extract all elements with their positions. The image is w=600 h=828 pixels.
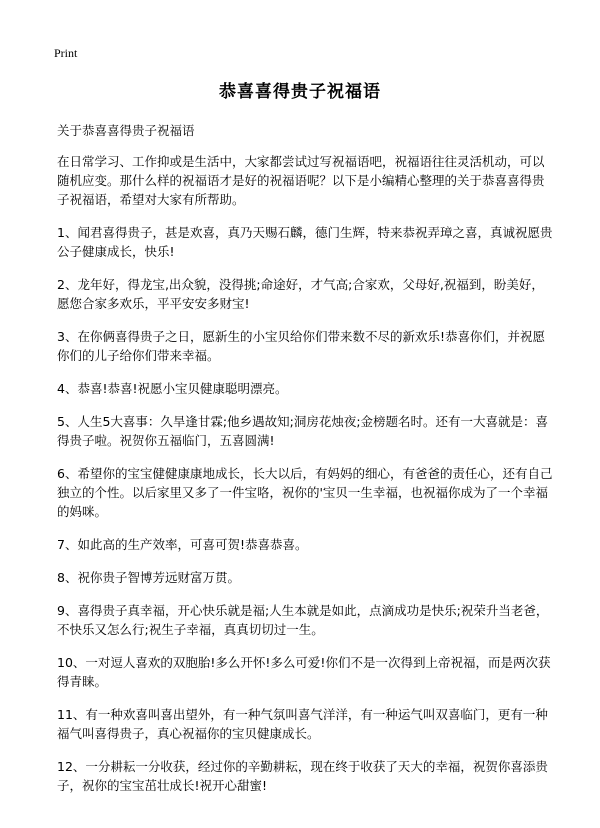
blessing-item-5: 5、人生5大喜事：久旱逢甘霖;他乡遇故知;洞房花烛夜;金榜题名时。还有一大喜就是：喜得贵子啦。祝贺你五福临门，五喜圆满! [57, 414, 549, 448]
article-body [57, 121, 553, 809]
blessing-item-10: 10、一对逗人喜欢的双胞胎!多么开怀!多么可爱!你们不是一次得到上帝祝福，而是两次获得青睐。 [57, 655, 551, 689]
blessing-item-9: 9、喜得贵子真幸福，开心快乐就是福;人生本就是如此，点滴成功是快乐;祝荣升当老爸，不快乐又怎么行;祝生子幸福，真真切切过一生。 [57, 603, 549, 637]
blessing-item-4: 4、恭喜!恭喜!祝愿小宝贝健康聪明漂亮。 [57, 381, 288, 396]
page-title: 恭喜喜得贵子祝福语 [219, 82, 381, 102]
blessing-item-2: 2、龙年好，得龙宝,出众貌，没得挑;命途好，才气高;合家欢，父母好,祝福到，盼美好，愿您合家多欢乐，平平安安多财宝! [57, 277, 544, 311]
print-link[interactable]: Print [54, 46, 78, 60]
blessing-item-12: 12、一分耕耘一分收获，经过你的辛勤耕耘，现在终于收获了天大的幸福，祝贺你喜添贵子，祝你的宝宝茁壮成长!祝开心甜蜜! [57, 759, 548, 793]
blessing-item-7: 7、如此高的生产效率，可喜可贺!恭喜恭喜。 [57, 537, 308, 552]
article-subtitle: 关于恭喜喜得贵子祝福语 [57, 123, 195, 138]
blessing-item-3: 3、在你俩喜得贵子之日，愿新生的小宝贝给你们带来数不尽的新欢乐!恭喜你们，并祝愿你们的儿子给你们带来幸福。 [57, 329, 545, 363]
blessing-item-6: 6、希望你的宝宝健健康康地成长，长大以后，有妈妈的细心，有爸爸的责任心，还有自己独立的个性。以后家里又多了一件宝咯，祝你的'宝贝一生幸福，也祝福你成为了一个幸福的妈咪。 [57, 466, 553, 519]
blessing-item-8: 8、祝你贵子智博芳远财富万贯。 [57, 570, 240, 585]
blessing-item-1: 1、闻君喜得贵子，甚是欢喜，真乃天赐石麟，德门生辉，特来恭祝弄璋之喜，真诚祝愿贵公子健康成长，快乐! [57, 225, 553, 259]
blessing-item-11: 11、有一种欢喜叫喜出望外，有一种气氛叫喜气洋洋，有一种运气叫双喜临门，更有一种福气叫喜得贵子，真心祝福你的宝贝健康成长。 [57, 707, 548, 741]
intro-paragraph: 在日常学习、工作抑或是生活中，大家都尝试过写祝福语吧，祝福语往往灵活机动，可以随机应变。那什么样的祝福语才是好的祝福语呢？以下是小编精心整理的关于恭喜喜得贵子祝福语，希望对大家有所帮助。 [57, 154, 545, 207]
